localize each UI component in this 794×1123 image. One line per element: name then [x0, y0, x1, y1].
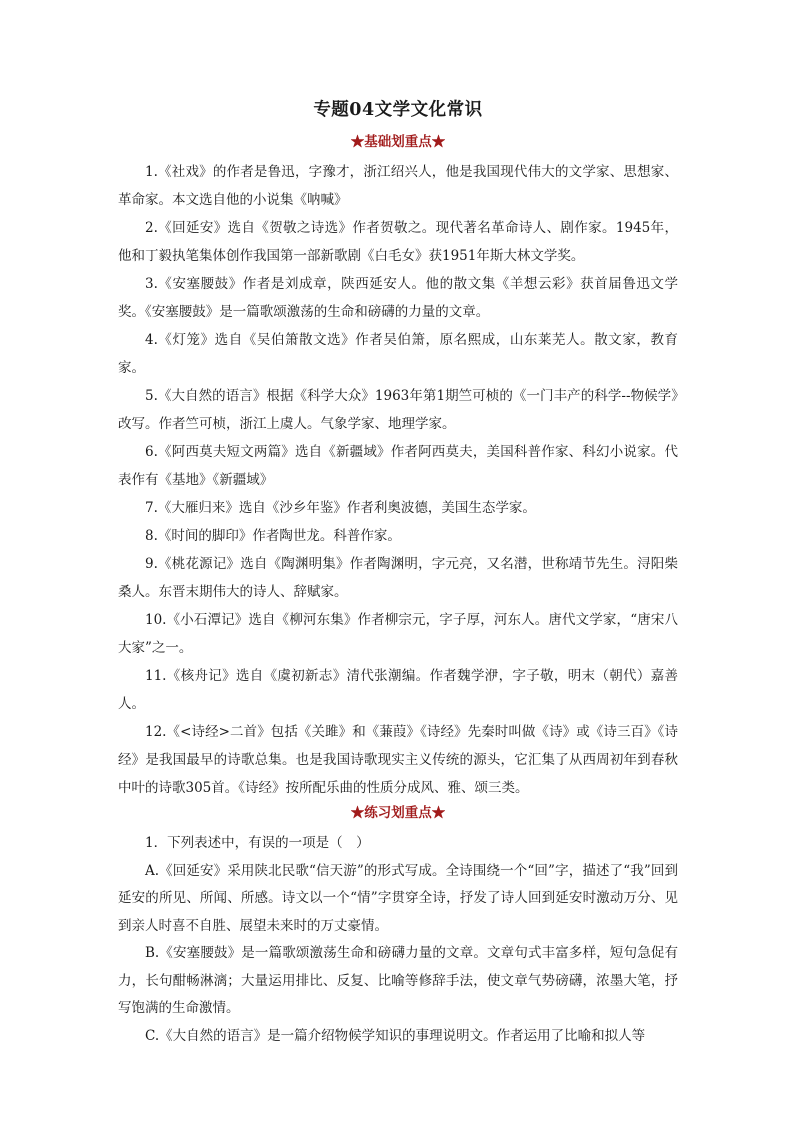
star-icon: ★: [350, 134, 365, 150]
section-heading-basics: [118, 131, 678, 153]
question-stem: 1．下列表述中，有误的一项是（ ）: [145, 835, 370, 851]
list-item: 3.《安塞腰鼓》作者是刘成章，陕西延安人。他的散文集《羊想云彩》获首届鲁迅文学奖。《安塞腰鼓》是一篇歌颂激荡的生命和磅礴的力量的文章。: [118, 276, 678, 320]
list-item: 10.《小石潭记》选自《柳河东集》作者柳宗元，字子厚，河东人。唐代文学家，“唐宋八大家”之一。: [118, 612, 678, 656]
list-item: 2.《回延安》选自《贺敬之诗选》作者贺敬之。现代著名革命诗人、剧作家。1945年，他和丁毅执笔集体创作我国第一部新歌剧《白毛女》获1951年斯大林文学奖。: [118, 220, 678, 264]
list-item: 4.《灯笼》选自《吴伯箫散文选》作者吴伯箫，原名熙成，山东莱芜人。散文家，教育家。: [118, 332, 678, 376]
option-c: C.《大自然的语言》是一篇介绍物候学知识的事理说明文。作者运用了比喻和拟人等: [145, 1027, 646, 1044]
star-icon: ★: [431, 134, 446, 150]
option-b: B.《安塞腰鼓》是一篇歌颂激荡生命和磅礴力量的文章。文章句式丰富多样，短句急促有力，长句酣畅淋漓；大量运用排比、反复、比喻等修辞手法，使文章气势磅礴，浓墨大笔，抒写饱满的生命激情。: [118, 945, 678, 1016]
section-heading-label: 练习划重点: [364, 805, 432, 821]
list-item: 11.《核舟记》选自《虞初新志》清代张潮编。作者魏学洢，字子敬，明末（朝代）嘉善人。: [118, 668, 678, 712]
document-body: [118, 96, 678, 1050]
list-item: 8.《时间的脚印》作者陶世龙。科普作家。: [145, 528, 401, 544]
list-item: 12.《<诗经>二首》包括《关雎》和《蒹葭》《诗经》先秦时叫做《诗》或《诗三百》《诗经》是我国最早的诗歌总集。也是我国诗歌现实主义传统的源头，它汇集了从西周初年到春秋中叶的诗歌305首。《诗经》按所配乐曲的性质分成风、雅、颂三类。: [118, 724, 678, 796]
option-a: A.《回延安》采用陕北民歌“信天游”的形式写成。全诗围绕一个“回”字，描述了“我”回到延安的所见、所闻、所感。诗文以一个“情”字贯穿全诗，抒发了诗人回到延安时激动万分、见到亲人时喜不自胜、展望未来时的万丈豪情。: [118, 862, 678, 934]
list-item: 6.《阿西莫夫短文两篇》选自《新疆域》作者阿西莫夫，美国科普作家、科幻小说家。代表作有《基地》《新疆域》: [118, 444, 678, 488]
star-icon: ★: [431, 805, 446, 821]
list-item: 9.《桃花源记》选自《陶渊明集》作者陶渊明，字元亮，又名潜，世称靖节先生。浔阳柴桑人。东晋末期伟大的诗人、辞赋家。: [118, 556, 678, 600]
list-item: 1.《社戏》的作者是鲁迅，字豫才，浙江绍兴人，他是我国现代伟大的文学家、思想家、革命家。本文选自他的小说集《呐喊》: [118, 164, 678, 208]
section-heading-label: 基础划重点: [364, 134, 432, 150]
page-title: 专题04文学文化常识: [313, 100, 483, 120]
list-item: 7.《大雁归来》选自《沙乡年鉴》作者利奥波德，美国生态学家。: [145, 500, 536, 516]
star-icon: ★: [350, 805, 365, 821]
list-item: 5.《大自然的语言》根据《科学大众》1963年第1期竺可桢的《一门丰产的科学--物候学》改写。作者竺可桢，浙江上虞人。气象学家、地理学家。: [118, 388, 678, 432]
section-heading-practice: [118, 802, 678, 824]
